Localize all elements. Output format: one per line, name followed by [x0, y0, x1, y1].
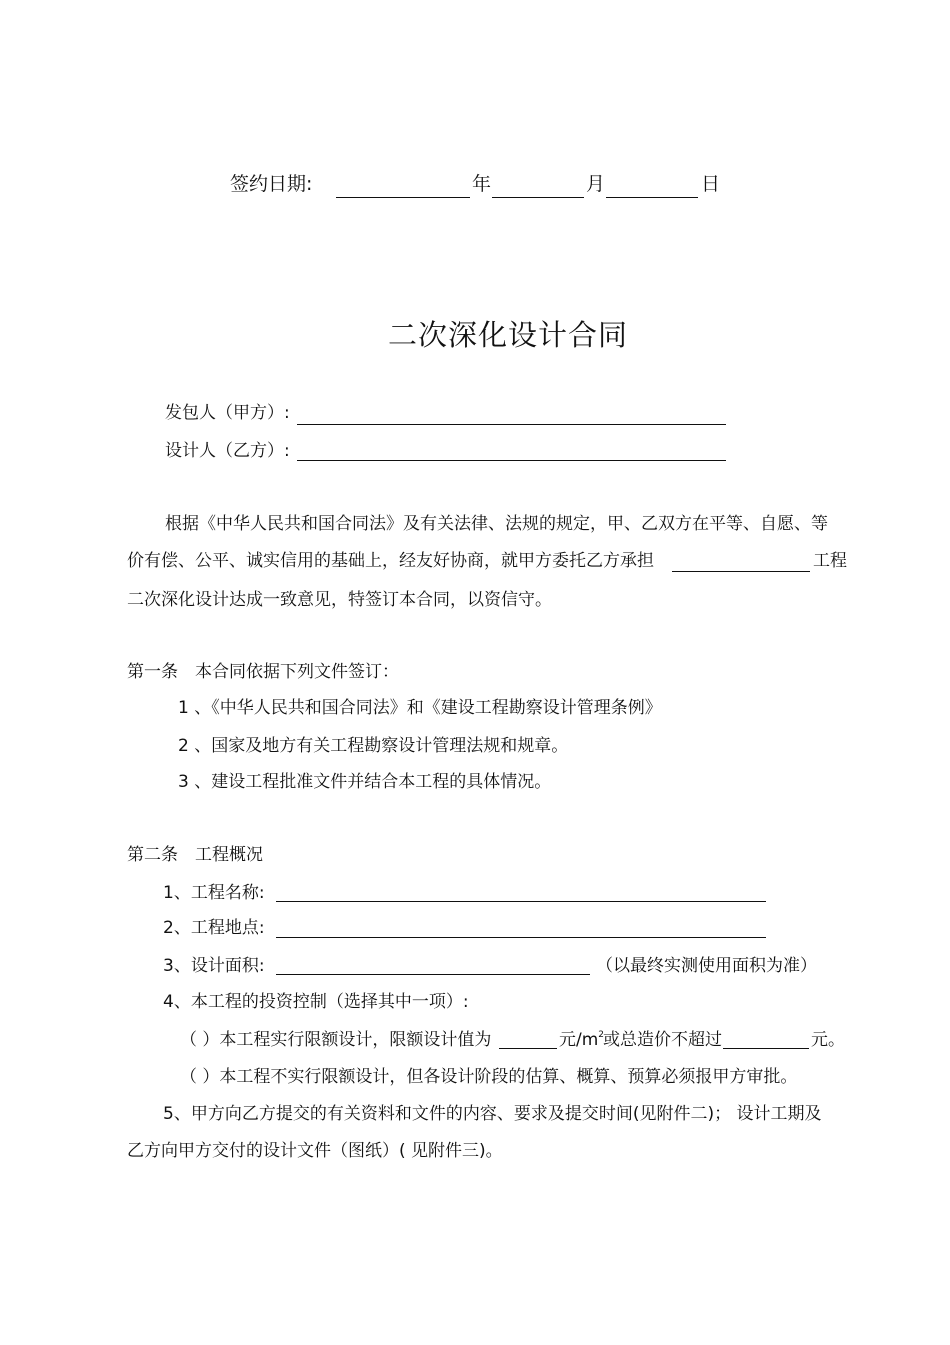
designer-label: 设计人（乙方）: [165, 441, 290, 461]
employer-blank[interactable] [297, 424, 726, 425]
project-name-blank[interactable] [672, 571, 810, 572]
article-1-item-2: 2 、国家及地方有关工程勘察设计管理法规和规章。 [178, 736, 569, 756]
project-location-label: 2、工程地点: [163, 918, 265, 938]
project-name-field[interactable] [276, 901, 766, 902]
design-area-note: （以最终实测使用面积为准） [596, 956, 817, 976]
article-1-item-1: 1 、《中华人民共和国合同法》和《建设工程勘察设计管理条例》 [178, 698, 662, 718]
article-1-heading: 第一条 本合同依据下列文件签订： [127, 662, 399, 682]
signing-date-label: 签约日期: [230, 173, 313, 195]
article-1-item-3: 3 、建设工程批准文件并结合本工程的具体情况。 [178, 772, 552, 792]
year-label: 年 [472, 173, 492, 195]
item-5-line-2: 乙方向甲方交付的设计文件（图纸）( 见附件三)。 [127, 1141, 503, 1161]
option-1-end: 元。 [811, 1030, 845, 1050]
month-blank[interactable] [492, 197, 584, 198]
limit-value-blank[interactable] [499, 1048, 557, 1049]
project-location-field[interactable] [276, 937, 766, 938]
project-name-label: 1、工程名称: [163, 883, 265, 903]
intro-line-2-suffix: 工程 [813, 551, 847, 571]
day-label: 日 [701, 173, 721, 195]
option-1-unit: 元$/m^2$ [559, 1030, 605, 1050]
investment-control-heading: 4、本工程的投资控制（选择其中一项）: [163, 992, 469, 1012]
document-title: 二次深化设计合同 [388, 318, 629, 352]
employer-label: 发包人（甲方）: [165, 403, 290, 423]
item-5-line-1: 5、甲方向乙方提交的有关资料和文件的内容、要求及提交时间(见附件二)； 设计工期及 [163, 1104, 822, 1124]
intro-line-2: 价有偿、公平、诚实信用的基础上，经友好协商，就甲方委托乙方承担 [127, 551, 654, 571]
month-label: 月 [586, 173, 606, 195]
square-superscript: 2 [598, 1030, 605, 1040]
option-1-text: （ ）本工程实行限额设计，限额设计值为 [180, 1030, 492, 1050]
option-2-text: （ ）本工程不实行限额设计，但各设计阶段的估算、概算、预算必须报甲方审批。 [180, 1067, 798, 1087]
day-blank[interactable] [606, 197, 698, 198]
intro-line-1: 根据《中华人民共和国合同法》及有关法律、法规的规定，甲、乙双方在平等、自愿、等 [165, 514, 828, 534]
design-area-label: 3、设计面积: [163, 956, 265, 976]
year-blank[interactable] [336, 197, 470, 198]
article-2-heading: 第二条 工程概况 [127, 845, 263, 865]
design-area-field[interactable] [276, 974, 590, 975]
total-cost-blank[interactable] [723, 1048, 809, 1049]
designer-blank[interactable] [297, 460, 726, 461]
option-1-total-text: 或总造价不超过 [603, 1030, 722, 1050]
intro-line-3: 二次深化设计达成一致意见，特签订本合同，以资信守。 [127, 590, 552, 610]
